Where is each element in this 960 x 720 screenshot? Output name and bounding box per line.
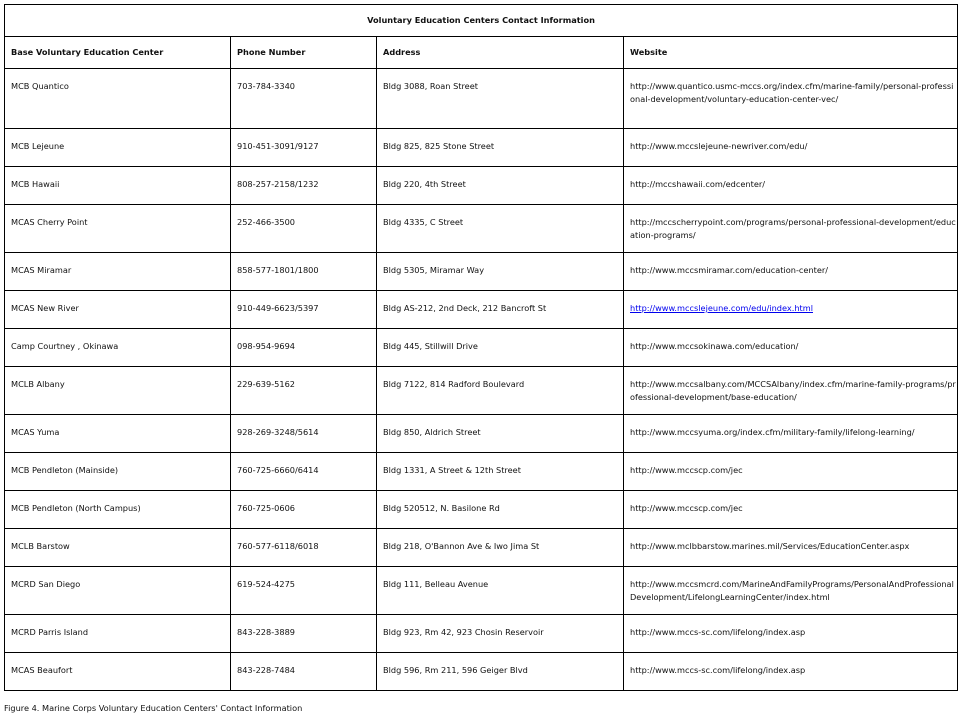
- center-cell: MCAS Cherry Point: [5, 205, 231, 253]
- table-row: [5, 205, 958, 253]
- phone-cell: 910-451-3091/9127: [231, 129, 377, 167]
- address-cell: Bldg 596, Rm 211, 596 Geiger Blvd: [377, 653, 624, 691]
- website-cell: http://www.mccs-sc.com/lifelong/index.asp: [624, 653, 958, 691]
- address-cell: Bldg 220, 4th Street: [377, 167, 624, 205]
- center-cell: MCB Pendleton (North Campus): [5, 491, 231, 529]
- column-header-website: Website: [624, 37, 958, 69]
- address-cell: Bldg 923, Rm 42, 923 Chosin Reservoir: [377, 615, 624, 653]
- address-cell: Bldg 4335, C Street: [377, 205, 624, 253]
- website-cell: http://www.mccscp.com/jec: [624, 491, 958, 529]
- phone-cell: 229-639-5162: [231, 367, 377, 415]
- website-cell: http://www.quantico.usmc-mccs.org/index.cfm/marine-family/personal-professional-development/voluntary-education-center-vec/: [624, 69, 958, 129]
- website-cell: http://mccshawaii.com/edcenter/: [624, 167, 958, 205]
- address-cell: Bldg 3088, Roan Street: [377, 69, 624, 129]
- table-row: [5, 615, 958, 653]
- figure-caption: Figure 4. Marine Corps Voluntary Education Centers' Contact Information: [4, 703, 303, 713]
- center-cell: Camp Courtney , Okinawa: [5, 329, 231, 367]
- address-cell: Bldg 111, Belleau Avenue: [377, 567, 624, 615]
- address-cell: Bldg 5305, Miramar Way: [377, 253, 624, 291]
- table-row: [5, 529, 958, 567]
- center-cell: MCB Hawaii: [5, 167, 231, 205]
- website-cell: http://www.mclbbarstow.marines.mil/Services/EducationCenter.aspx: [624, 529, 958, 567]
- table-row: [5, 367, 958, 415]
- address-cell: Bldg 445, Stillwill Drive: [377, 329, 624, 367]
- website-cell: http://www.mccsalbany.com/MCCSAlbany/index.cfm/marine-family-programs/professional-development/base-education/: [624, 367, 958, 415]
- column-header-address: Address: [377, 37, 624, 69]
- table-row: [5, 453, 958, 491]
- table-row: [5, 415, 958, 453]
- table-row: [5, 291, 958, 329]
- table-title-row: [5, 5, 958, 37]
- center-cell: MCB Lejeune: [5, 129, 231, 167]
- center-cell: MCAS New River: [5, 291, 231, 329]
- website-cell: [624, 291, 958, 329]
- website-cell: http://www.mccsyuma.org/index.cfm/military-family/lifelong-learning/: [624, 415, 958, 453]
- table-title: Voluntary Education Centers Contact Information: [5, 5, 958, 37]
- column-header-phone: Phone Number: [231, 37, 377, 69]
- phone-cell: 760-725-0606: [231, 491, 377, 529]
- address-cell: Bldg 1331, A Street & 12th Street: [377, 453, 624, 491]
- address-cell: Bldg 850, Aldrich Street: [377, 415, 624, 453]
- phone-cell: 252-466-3500: [231, 205, 377, 253]
- address-cell: Bldg 520512, N. Basilone Rd: [377, 491, 624, 529]
- contact-table: [4, 4, 958, 691]
- phone-cell: 619-524-4275: [231, 567, 377, 615]
- website-link[interactable]: http://www.mccslejeune.com/edu/index.html: [630, 303, 813, 313]
- table-row: [5, 491, 958, 529]
- center-cell: MCLB Albany: [5, 367, 231, 415]
- website-cell: http://www.mccsmcrd.com/MarineAndFamilyPrograms/PersonalAndProfessionalDevelopment/LifelongLearningCenter/index.html: [624, 567, 958, 615]
- phone-cell: 808-257-2158/1232: [231, 167, 377, 205]
- address-cell: Bldg AS-212, 2nd Deck, 212 Bancroft St: [377, 291, 624, 329]
- phone-cell: 098-954-9694: [231, 329, 377, 367]
- table-header-row: [5, 37, 958, 69]
- table-row: [5, 167, 958, 205]
- table-row: [5, 129, 958, 167]
- table-row: [5, 69, 958, 129]
- table-row: [5, 253, 958, 291]
- address-cell: Bldg 825, 825 Stone Street: [377, 129, 624, 167]
- center-cell: MCRD San Diego: [5, 567, 231, 615]
- phone-cell: 703-784-3340: [231, 69, 377, 129]
- center-cell: MCLB Barstow: [5, 529, 231, 567]
- address-cell: Bldg 7122, 814 Radford Boulevard: [377, 367, 624, 415]
- center-cell: MCAS Miramar: [5, 253, 231, 291]
- table-row: [5, 567, 958, 615]
- phone-cell: 760-725-6660/6414: [231, 453, 377, 491]
- phone-cell: 843-228-7484: [231, 653, 377, 691]
- center-cell: MCB Quantico: [5, 69, 231, 129]
- website-cell: http://www.mccslejeune-newriver.com/edu/: [624, 129, 958, 167]
- table-row: [5, 653, 958, 691]
- center-cell: MCAS Yuma: [5, 415, 231, 453]
- center-cell: MCB Pendleton (Mainside): [5, 453, 231, 491]
- phone-cell: 843-228-3889: [231, 615, 377, 653]
- website-cell: http://www.mccscp.com/jec: [624, 453, 958, 491]
- website-cell: http://www.mccsokinawa.com/education/: [624, 329, 958, 367]
- phone-cell: 858-577-1801/1800: [231, 253, 377, 291]
- website-cell: http://www.mccsmiramar.com/education-center/: [624, 253, 958, 291]
- website-cell: http://mccscherrypoint.com/programs/personal-professional-development/education-programs/: [624, 205, 958, 253]
- center-cell: MCRD Parris Island: [5, 615, 231, 653]
- phone-cell: 928-269-3248/5614: [231, 415, 377, 453]
- table-row: [5, 329, 958, 367]
- phone-cell: 910-449-6623/5397: [231, 291, 377, 329]
- phone-cell: 760-577-6118/6018: [231, 529, 377, 567]
- website-cell: http://www.mccs-sc.com/lifelong/index.asp: [624, 615, 958, 653]
- column-header-center: Base Voluntary Education Center: [5, 37, 231, 69]
- center-cell: MCAS Beaufort: [5, 653, 231, 691]
- address-cell: Bldg 218, O'Bannon Ave & Iwo Jima St: [377, 529, 624, 567]
